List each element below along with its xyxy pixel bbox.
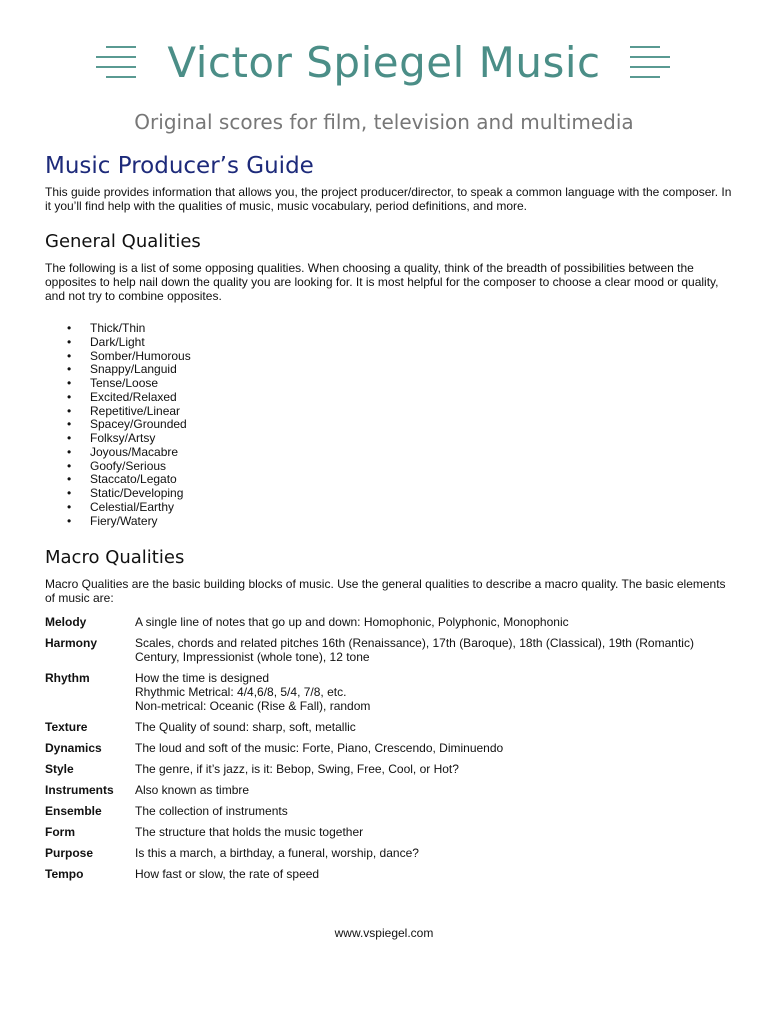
logo-title: Victor Spiegel Music (167, 38, 601, 87)
list-item-label: Static/Developing (90, 486, 184, 500)
list-item (45, 501, 191, 515)
list-item (45, 322, 191, 336)
list-item (45, 363, 191, 377)
definition-cell (135, 762, 735, 783)
bullet-icon: • (67, 376, 72, 390)
qualities-list (45, 322, 191, 528)
list-item (45, 460, 191, 474)
bullet-icon: • (67, 499, 72, 514)
list-item-label: Repetitive/Linear (90, 403, 181, 418)
definition-line: The Quality of sound: sharp, soft, metallic (135, 720, 356, 734)
logo (0, 38, 768, 94)
list-item (45, 377, 191, 391)
term-cell: Dynamics (45, 741, 102, 755)
definition-cell (135, 846, 735, 867)
list-item-label: Fiery/Watery (90, 513, 158, 528)
list-item-label: Somber/Humorous (90, 348, 191, 363)
term-cell: Tempo (45, 867, 84, 881)
table-row (45, 671, 735, 720)
list-item (45, 405, 191, 419)
macro-qualities-table (45, 615, 735, 888)
definition-line: The collection of instruments (135, 804, 288, 818)
table-row (45, 867, 735, 888)
bullet-icon: • (67, 513, 72, 528)
list-item-label: Dark/Light (90, 334, 145, 349)
bullet-icon: • (67, 362, 72, 377)
table-row (45, 762, 735, 783)
table-row (45, 783, 735, 804)
list-item (45, 487, 191, 501)
list-item-label: Excited/Relaxed (90, 389, 177, 404)
table-row (45, 615, 735, 636)
table-row (45, 720, 735, 741)
definition-line: Rhythmic Metrical: 4/4,6/8, 5/4, 7/8, etc. (135, 685, 347, 699)
definition-cell (135, 741, 735, 762)
definition-line: The genre, if it’s jazz, is it: Bebop, Swing, Free, Cool, or Hot? (135, 762, 459, 776)
definition-cell (135, 825, 735, 846)
list-item (45, 473, 191, 487)
list-item (45, 336, 191, 350)
bullet-icon: • (67, 334, 72, 349)
table-row (45, 825, 735, 846)
definition-cell (135, 804, 735, 825)
table-row (45, 636, 735, 671)
term-cell: Melody (45, 615, 87, 629)
list-item (45, 432, 191, 446)
table-row (45, 741, 735, 762)
list-item-label: Joyous/Macabre (90, 444, 179, 459)
term-cell: Form (45, 825, 75, 839)
table-row (45, 804, 735, 825)
list-item (45, 350, 191, 364)
logo-lines-right-icon (630, 46, 670, 88)
list-item-label: Celestial/Earthy (90, 499, 175, 514)
page-title: Music Producer’s Guide (45, 153, 314, 179)
bullet-icon: • (67, 321, 72, 335)
list-item (45, 391, 191, 405)
term-cell: Rhythm (45, 671, 90, 685)
definition-line: Also known as timbre (135, 783, 250, 797)
bullet-icon: • (67, 444, 72, 459)
definition-line: A single line of notes that go up and down: Homophonic, Polyphonic, Monophonic (135, 615, 569, 629)
list-item (45, 418, 191, 432)
macro-qualities-paragraph: Macro Qualities are the basic building blocks of music. Use the general qualities to describe a macro quality. The basic elements of music are: (45, 577, 726, 605)
definition-cell (135, 636, 735, 671)
definition-line: The loud and soft of the music: Forte, Piano, Crescendo, Diminuendo (135, 741, 504, 755)
macro-qualities-heading: Macro Qualities (45, 547, 185, 568)
definition-line: Non-metrical: Oceanic (Rise & Fall), random (135, 699, 371, 713)
tagline: Original scores for film, television and multimedia (134, 110, 634, 134)
intro-paragraph: This guide provides information that allows you, the project producer/director, to speak a common language with the composer. In it you’ll find help with the qualities of music, music vocabulary, period definitions, and more. (45, 185, 732, 213)
bullet-icon: • (67, 389, 72, 404)
definition-line: Is this a march, a birthday, a funeral, worship, dance? (135, 846, 419, 860)
list-item-label: Snappy/Languid (90, 362, 177, 377)
term-cell: Harmony (45, 636, 98, 650)
term-cell: Ensemble (45, 804, 102, 818)
definition-cell (135, 720, 735, 741)
definition-line: How the time is designed (135, 671, 270, 685)
bullet-icon: • (67, 486, 72, 500)
general-qualities-paragraph: The following is a list of some opposing qualities. When choosing a quality, think of the breadth of possibilities between the opposites to help nail down the quality you are looking for. It is most helpful for the composer to choose a clear mood or quality, and not try to combine opposites. (45, 261, 719, 303)
list-item (45, 515, 191, 529)
bullet-icon: • (67, 458, 72, 473)
definition-cell (135, 867, 735, 888)
list-item-label: Spacey/Grounded (90, 417, 187, 432)
bullet-icon: • (67, 417, 72, 432)
bullet-icon: • (67, 472, 72, 487)
list-item-label: Goofy/Serious (90, 458, 167, 473)
list-item (45, 446, 191, 460)
term-cell: Texture (45, 720, 88, 734)
list-item-label: Staccato/Legato (90, 472, 177, 487)
bullet-icon: • (67, 348, 72, 363)
list-item-label: Folksy/Artsy (90, 431, 156, 445)
list-item-label: Thick/Thin (90, 321, 146, 335)
list-item-label: Tense/Loose (90, 376, 159, 390)
term-cell: Style (45, 762, 74, 776)
definition-cell (135, 783, 735, 804)
definition-cell (135, 671, 735, 720)
term-cell: Instruments (45, 783, 114, 797)
term-cell: Purpose (45, 846, 94, 860)
definition-line: Scales, chords and related pitches 16th (Renaissance), 17th (Baroque), 18th (Classical), 19th (Romantic) (135, 636, 694, 650)
definition-cell (135, 615, 735, 636)
definition-line: How fast or slow, the rate of speed (135, 867, 320, 881)
definition-line: Century, Impressionist (whole tone), 12 tone (135, 650, 370, 664)
definition-line: The structure that holds the music together (135, 825, 364, 839)
bullet-icon: • (67, 431, 72, 445)
footer-url: www.vspiegel.com (334, 926, 434, 940)
table-row (45, 846, 735, 867)
bullet-icon: • (67, 403, 72, 418)
general-qualities-heading: General Qualities (45, 231, 201, 252)
logo-lines-left-icon (96, 46, 136, 88)
